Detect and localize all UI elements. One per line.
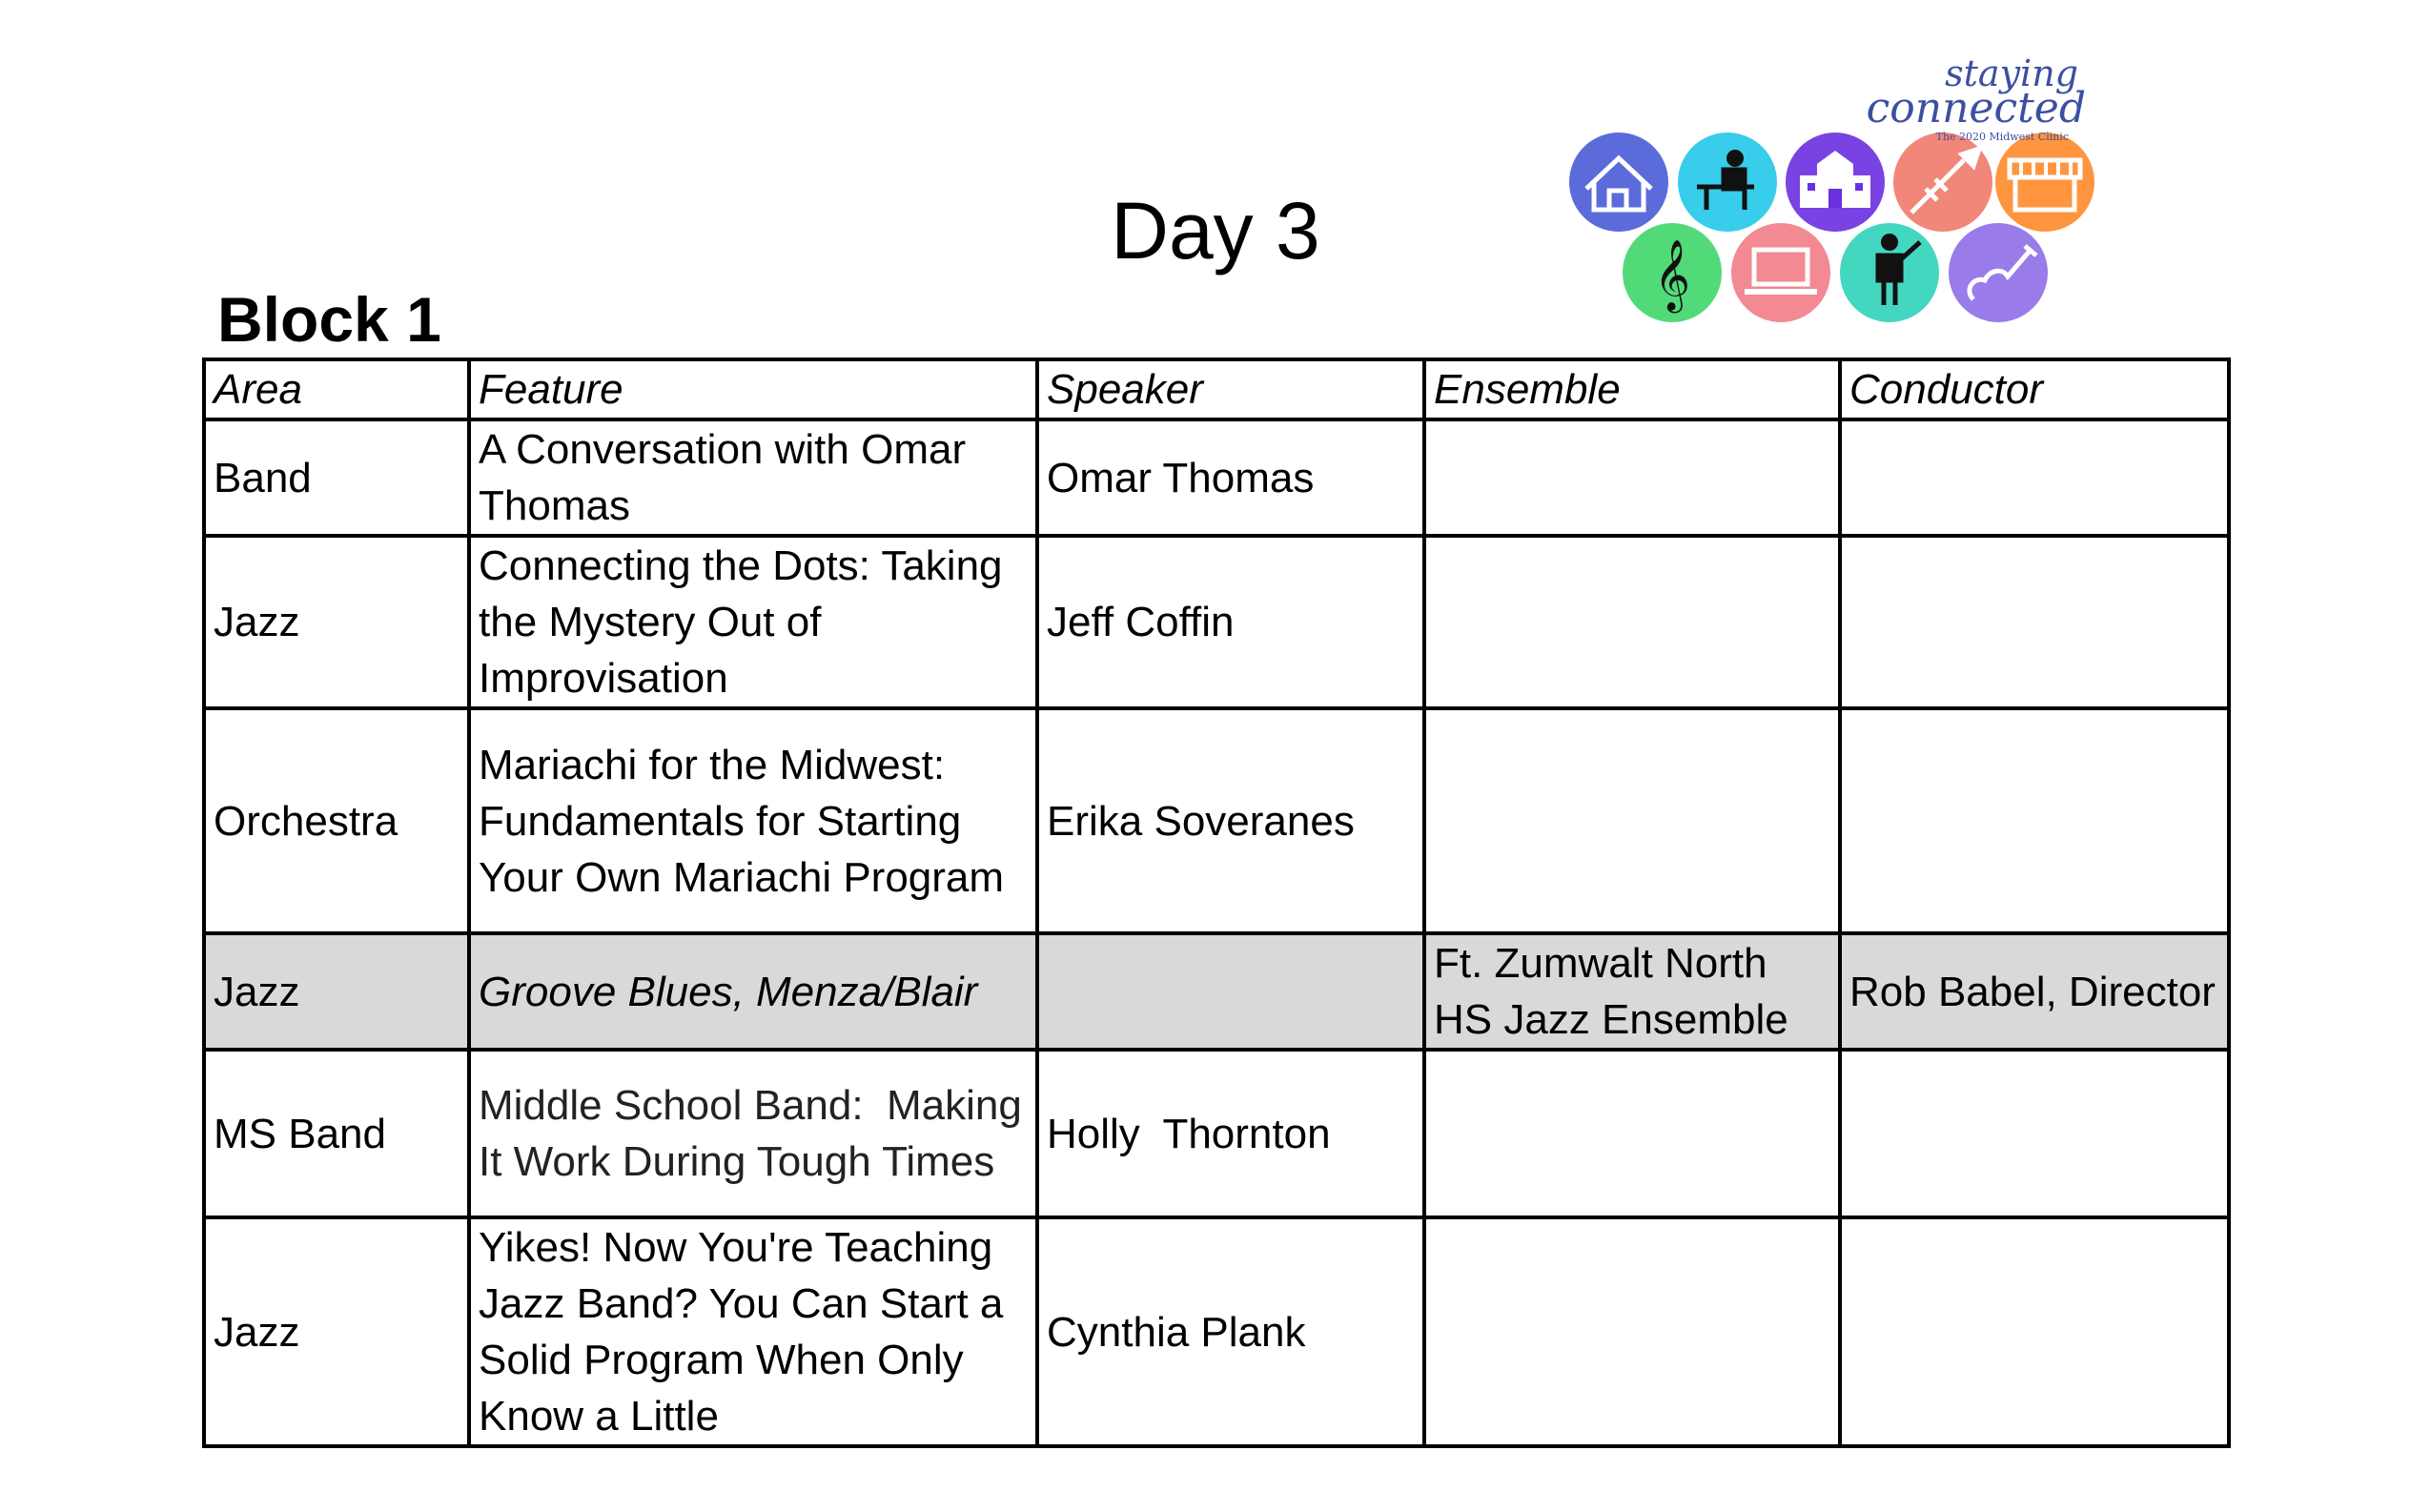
svg-text:𝄞: 𝄞 [1654,240,1690,311]
column-header-area: Area [204,359,469,419]
cell-feature: A Conversation with Omar Thomas [469,419,1037,536]
cell-area: Jazz [204,1217,469,1446]
cell-ensemble [1424,1050,1840,1217]
cell-feature: Middle School Band: Making It Work During Tough Times [469,1050,1037,1217]
cell-conductor [1840,708,2229,933]
cell-ensemble [1424,1217,1840,1446]
cell-ensemble [1424,536,1840,708]
cell-ensemble: Ft. Zumwalt North HS Jazz Ensemble [1424,933,1840,1050]
table-row [204,1217,2229,1446]
violin-icon [1949,223,2048,322]
trumpet-icon [1893,133,1992,232]
table-row-highlighted [204,933,2229,1050]
cell-feature: Connecting the Dots: Taking the Mystery Out of Improvisation [469,536,1037,708]
table-header-row [204,359,2229,419]
cell-conductor [1840,1050,2229,1217]
cell-conductor [1840,419,2229,536]
cell-speaker: Erika Soveranes [1037,708,1424,933]
cell-ensemble [1424,708,1840,933]
cell-speaker: Omar Thomas [1037,419,1424,536]
logo-line-connected: connected [1866,84,2086,133]
student-desk-icon [1678,133,1777,232]
cell-speaker: Cynthia Plank [1037,1217,1424,1446]
cell-feature: Groove Blues, Menza/Blair [469,933,1037,1050]
cell-area: Orchestra [204,708,469,933]
cell-conductor: Rob Babel, Director [1840,933,2229,1050]
house-icon [1569,133,1668,232]
storefront-icon [1995,133,2094,232]
column-header-conductor: Conductor [1840,359,2229,419]
cell-speaker [1037,933,1424,1050]
column-header-feature: Feature [469,359,1037,419]
cell-speaker: Holly Thornton [1037,1050,1424,1217]
treble-clef-icon [1623,223,1722,322]
schedule-table [202,358,2231,1448]
table-row [204,419,2229,536]
staying-connected-logo [1554,52,2107,332]
logo-tagline: The 2020 Midwest Clinic [1935,131,2069,143]
cell-area: Jazz [204,536,469,708]
cell-ensemble [1424,419,1840,536]
block-title: Block 1 [217,284,441,355]
cell-area: MS Band [204,1050,469,1217]
page-title: Day 3 [1111,186,1320,276]
school-icon [1786,133,1885,232]
cell-feature: Mariachi for the Midwest: Fundamentals for Starting Your Own Mariachi Program [469,708,1037,933]
logo-line-staying: staying [1945,52,2078,94]
cell-conductor [1840,536,2229,708]
cell-feature: Yikes! Now You're Teaching Jazz Band? You Can Start a Solid Program When Only Know a Little [469,1217,1037,1446]
laptop-icon [1731,223,1830,322]
table-row [204,708,2229,933]
table-row [204,1050,2229,1217]
column-header-ensemble: Ensemble [1424,359,1840,419]
column-header-speaker: Speaker [1037,359,1424,419]
cell-area: Band [204,419,469,536]
cell-conductor [1840,1217,2229,1446]
cell-speaker: Jeff Coffin [1037,536,1424,708]
conductor-icon [1840,223,1939,322]
cell-area: Jazz [204,933,469,1050]
table-row [204,536,2229,708]
